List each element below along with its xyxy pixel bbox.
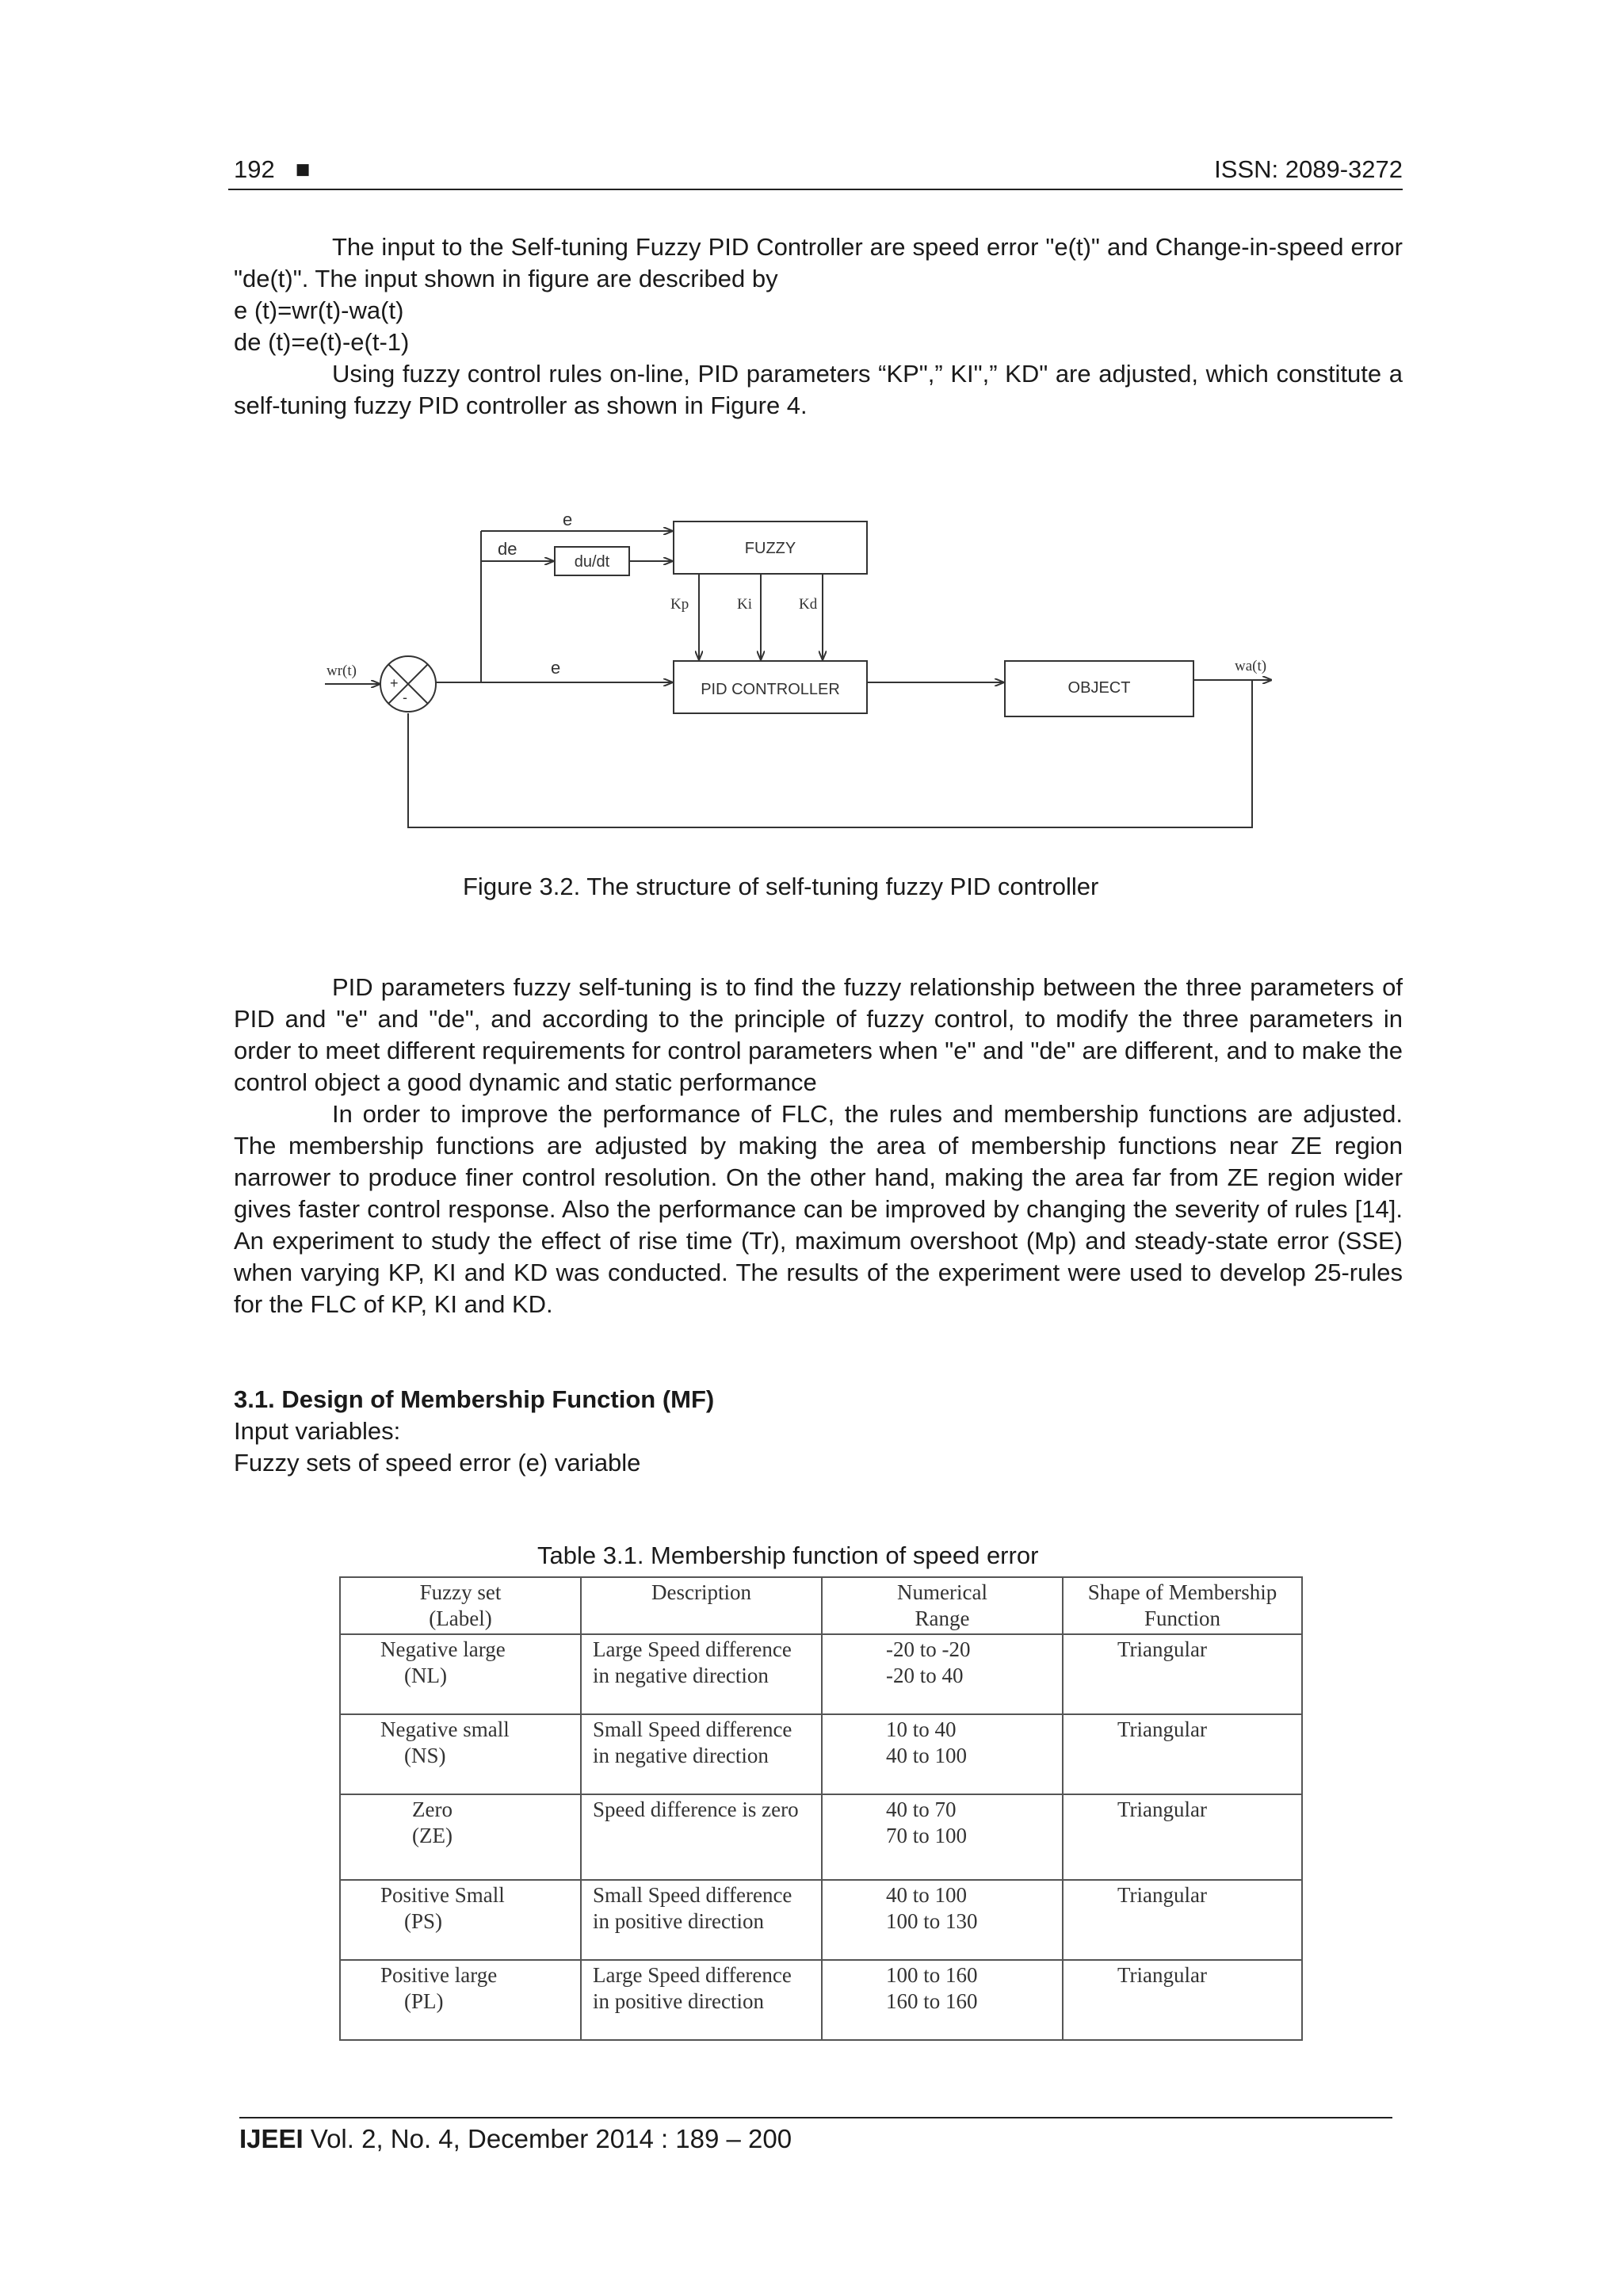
table-row bbox=[340, 1714, 1302, 1794]
range-1: -20 to -20 bbox=[886, 1637, 971, 1661]
issn: ISSN: 2089-3272 bbox=[1214, 155, 1403, 183]
cell-label bbox=[340, 1634, 581, 1714]
range-2: -20 to 40 bbox=[886, 1664, 964, 1687]
cell-shape: Triangular bbox=[1063, 1880, 1302, 1960]
label-abbr: (PS) bbox=[404, 1909, 443, 1933]
range-2: 40 to 100 bbox=[886, 1744, 968, 1767]
intro-paragraph-1-text: The input to the Self-tuning Fuzzy PID Controller are speed error "e(t)" and Change-in-speed error "de(t)". The input shown in figure are described by bbox=[234, 233, 1403, 292]
equation-change-error: de (t)=e(t)-e(t-1) bbox=[234, 328, 410, 356]
section-line-2: Fuzzy sets of speed error (e) variable bbox=[234, 1449, 641, 1477]
fuzzy-label: FUZZY bbox=[744, 540, 796, 557]
range-2: 70 to 100 bbox=[886, 1824, 968, 1847]
e-mid-label: e bbox=[551, 658, 561, 678]
label-abbr: (NL) bbox=[404, 1664, 447, 1687]
range-2: 160 to 160 bbox=[886, 1989, 978, 2013]
cell-description: Speed difference is zero bbox=[581, 1794, 822, 1880]
cell-description: Small Speed difference in negative direction bbox=[581, 1714, 822, 1794]
section-line-1: Input variables: bbox=[234, 1417, 401, 1445]
figure-caption: Figure 3.2. The structure of self-tuning fuzzy PID controller bbox=[463, 873, 1099, 900]
header-rule bbox=[228, 189, 1403, 190]
e-top-label: e bbox=[563, 510, 573, 529]
block-diagram bbox=[317, 507, 1284, 840]
cell-range bbox=[822, 1880, 1063, 1960]
header-shape bbox=[1063, 1577, 1302, 1634]
body-paragraph-2-text: In order to improve the performance of FLC, the rules and membership functions are adjusted. The membership functions are adjusted by making the area of membership functions near ZE region narrower to produce finer control resolution. On the other hand, making the area far from ZE region wider gives faster control response. Also the performance can be improved by changing the severity of rules [14]. An experiment to study the effect of rise time (Tr), maximum overshoot (Mp) and steady-state error (SSE) when varying KP, KI and KD was conducted. The results of the experiment were used to develop 25-rules for the FLC of KP, KI and KD. bbox=[234, 1100, 1403, 1318]
label-text: Negative small bbox=[380, 1717, 510, 1741]
table-row bbox=[340, 1880, 1302, 1960]
cell-label bbox=[340, 1794, 581, 1880]
cell-range bbox=[822, 1714, 1063, 1794]
range-1: 40 to 70 bbox=[886, 1797, 957, 1821]
label-abbr: (PL) bbox=[404, 1989, 444, 2013]
header-fuzzy-set bbox=[340, 1577, 581, 1634]
kd-label: Kd bbox=[799, 596, 818, 613]
page-footer bbox=[239, 2124, 792, 2154]
footer-rule bbox=[239, 2117, 1392, 2118]
body-paragraph-1 bbox=[234, 972, 1403, 1098]
range-2: 100 to 130 bbox=[886, 1909, 978, 1933]
label-abbr: (NS) bbox=[404, 1744, 446, 1767]
cell-description: Small Speed difference in positive direction bbox=[581, 1880, 822, 1960]
table-row bbox=[340, 1634, 1302, 1714]
label-abbr: (ZE) bbox=[412, 1824, 453, 1847]
label-text: Zero bbox=[412, 1797, 453, 1821]
cell-shape: Triangular bbox=[1063, 1794, 1302, 1880]
label-text: Positive large bbox=[380, 1963, 498, 1987]
page-number: 192 bbox=[234, 155, 275, 183]
minus-sign: - bbox=[403, 690, 407, 705]
cell-label bbox=[340, 1880, 581, 1960]
cell-range bbox=[822, 1960, 1063, 2040]
header-shape-line2: Function bbox=[1144, 1606, 1220, 1630]
table-header-row bbox=[340, 1577, 1302, 1634]
range-1: 100 to 160 bbox=[886, 1963, 978, 1987]
output-label: wa(t) bbox=[1235, 658, 1267, 674]
body-paragraph-2 bbox=[234, 1098, 1403, 1320]
cell-range bbox=[822, 1634, 1063, 1714]
cell-label bbox=[340, 1960, 581, 2040]
section-heading: 3.1. Design of Membership Function (MF) bbox=[234, 1385, 715, 1413]
cell-shape: Triangular bbox=[1063, 1634, 1302, 1714]
cell-label bbox=[340, 1714, 581, 1794]
table-caption: Table 3.1. Membership function of speed error bbox=[537, 1541, 1039, 1569]
header-description-text: Description bbox=[651, 1580, 751, 1604]
cell-range bbox=[822, 1794, 1063, 1880]
range-1: 10 to 40 bbox=[886, 1717, 957, 1741]
header-numerical-range bbox=[822, 1577, 1063, 1634]
ki-label: Ki bbox=[737, 596, 752, 613]
input-label: wr(t) bbox=[327, 663, 357, 679]
object-label: OBJECT bbox=[1067, 679, 1131, 697]
body-paragraph-1-text: PID parameters fuzzy self-tuning is to find the fuzzy relationship between the three parameters of PID and "e" and "de", and according to the principle of fuzzy control, to modify the three parameters in order to meet different requirements for control parameters when "e" and "de" are different, and to make the control object a good dynamic and static performance bbox=[234, 973, 1403, 1096]
cell-description: Large Speed difference in negative direction bbox=[581, 1634, 822, 1714]
header-fuzzy-set-line1: Fuzzy set bbox=[419, 1580, 502, 1604]
label-text: Positive Small bbox=[380, 1883, 505, 1907]
range-1: 40 to 100 bbox=[886, 1883, 968, 1907]
membership-function-table bbox=[339, 1576, 1303, 2041]
de-label: de bbox=[498, 539, 517, 559]
cell-shape: Triangular bbox=[1063, 1960, 1302, 2040]
pid-label: PID CONTROLLER bbox=[701, 681, 840, 698]
cell-description: Large Speed difference in positive direction bbox=[581, 1960, 822, 2040]
header-description bbox=[581, 1577, 822, 1634]
feedback-loop bbox=[408, 680, 1252, 827]
footer-citation: Vol. 2, No. 4, December 2014 : 189 – 200 bbox=[303, 2124, 792, 2153]
header-square-marker: ■ bbox=[295, 155, 311, 183]
header-range-line2: Range bbox=[915, 1606, 970, 1630]
table-row bbox=[340, 1960, 1302, 2040]
page-header-left bbox=[234, 155, 310, 184]
intro-paragraph-1 bbox=[234, 231, 1403, 295]
journal-name: IJEEI bbox=[239, 2124, 304, 2153]
equation-error: e (t)=wr(t)-wa(t) bbox=[234, 296, 404, 324]
kp-label: Kp bbox=[670, 596, 689, 613]
table-row bbox=[340, 1794, 1302, 1880]
intro-paragraph-2 bbox=[234, 358, 1403, 422]
header-fuzzy-set-line2: (Label) bbox=[429, 1606, 492, 1630]
label-text: Negative large bbox=[380, 1637, 506, 1661]
intro-paragraph-2-text: Using fuzzy control rules on-line, PID parameters “KP",” KI",” KD" are adjusted, which constitute a self-tuning fuzzy PID controller as shown in Figure 4. bbox=[234, 360, 1403, 419]
header-range-line1: Numerical bbox=[897, 1580, 987, 1604]
header-shape-line1: Shape of Membership bbox=[1087, 1580, 1277, 1604]
dudt-label: du/dt bbox=[574, 553, 610, 571]
plus-sign: + bbox=[390, 675, 399, 691]
cell-shape: Triangular bbox=[1063, 1714, 1302, 1794]
